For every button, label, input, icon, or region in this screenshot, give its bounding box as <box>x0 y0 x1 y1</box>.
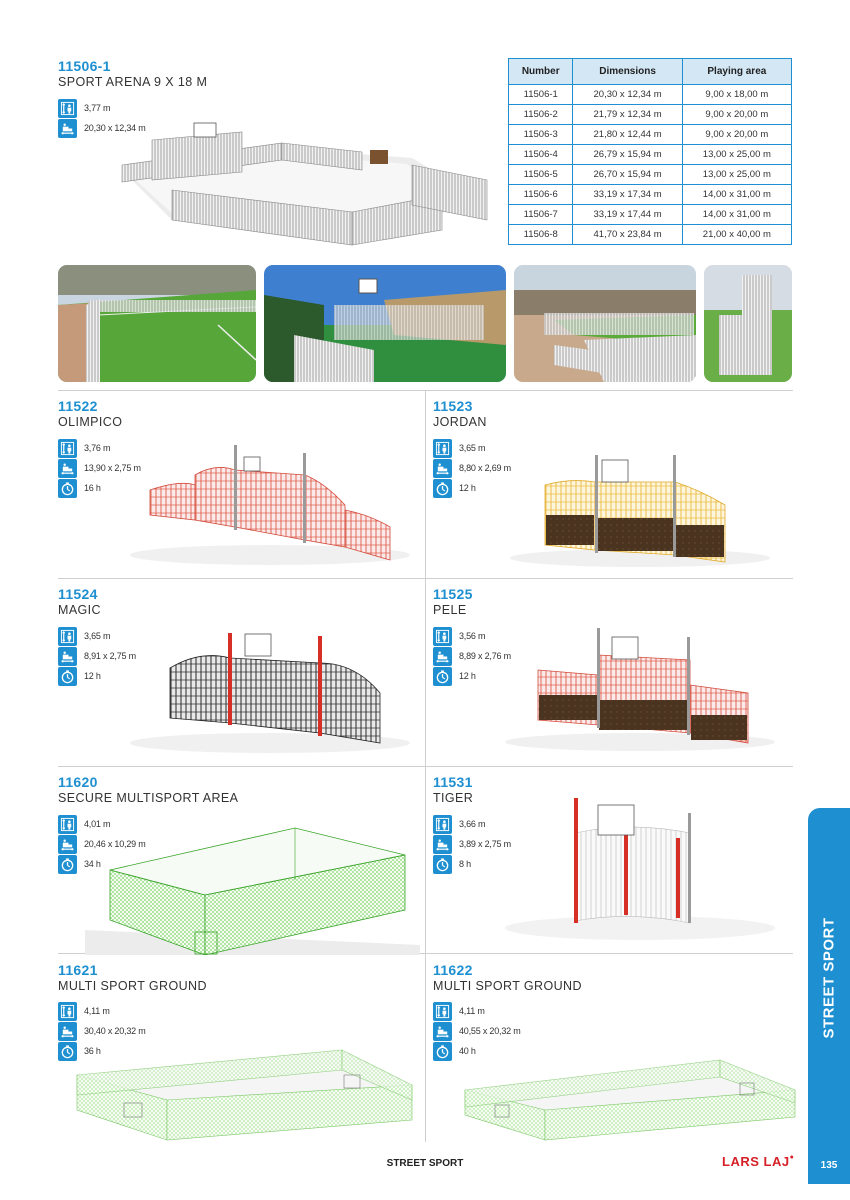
table-cell: 13,00 x 25,00 m <box>682 145 791 165</box>
footer-title: STREET SPORT <box>386 1158 464 1169</box>
spec-height-value: 4,11 m <box>84 1006 110 1016</box>
photo-arena-stadium <box>264 265 506 382</box>
table-cell: 9,00 x 20,00 m <box>682 105 791 125</box>
dimensions-table <box>508 58 792 245</box>
dimensions-icon <box>433 1022 452 1041</box>
installation-time-icon <box>58 667 77 686</box>
table-cell: 14,00 x 31,00 m <box>682 205 791 225</box>
spec-height-value: 4,11 m <box>459 1006 485 1016</box>
divider <box>425 390 426 1142</box>
spec-installation-time-value: 12 h <box>459 483 476 493</box>
table-cell: 26,70 x 15,94 m <box>573 165 682 185</box>
spec-list <box>433 1001 521 1061</box>
product-code: 11506-1 <box>58 58 111 74</box>
table-row <box>509 145 792 165</box>
product-name: MULTI SPORT GROUND <box>433 979 582 993</box>
spec-dimensions-value: 30,40 x 20,32 m <box>84 1026 146 1036</box>
table-cell: 11506-1 <box>509 85 573 105</box>
installation-time-icon <box>433 479 452 498</box>
spec-dimensions-value: 20,30 x 12,34 m <box>84 123 146 133</box>
dimensions-icon <box>433 835 452 854</box>
page-number: 135 <box>820 1160 838 1171</box>
product-name: JORDAN <box>433 415 487 429</box>
photo-arena-tower <box>704 265 792 382</box>
height-icon <box>58 1002 77 1021</box>
table-cell: 21,80 x 12,44 m <box>573 125 682 145</box>
product-code: 11622 <box>433 962 473 978</box>
product-code: 11620 <box>58 774 98 790</box>
height-icon <box>433 815 452 834</box>
installation-time-icon <box>58 479 77 498</box>
spec-dimensions-value: 8,80 x 2,69 m <box>459 463 511 473</box>
dimensions-icon <box>433 459 452 478</box>
table-row <box>509 205 792 225</box>
dimensions-icon <box>58 1022 77 1041</box>
product-name: SPORT ARENA 9 X 18 M <box>58 75 208 89</box>
spec-dimensions-value: 8,91 x 2,75 m <box>84 651 136 661</box>
spec-dimensions-value: 8,89 x 2,76 m <box>459 651 511 661</box>
table-cell: 11506-2 <box>509 105 573 125</box>
table-cell: 21,79 x 12,34 m <box>573 105 682 125</box>
olimpico-illustration <box>120 445 410 570</box>
spec-dimensions <box>58 1021 146 1041</box>
spec-installation-time-value: 12 h <box>84 671 101 681</box>
height-icon <box>433 1002 452 1021</box>
height-icon <box>58 439 77 458</box>
column-header-dimensions: Dimensions <box>573 59 682 85</box>
product-code: 11531 <box>433 774 473 790</box>
multi-sport-ground-11622-illustration <box>460 1055 800 1145</box>
table-cell: 26,79 x 15,94 m <box>573 145 682 165</box>
brand-logo <box>722 1154 794 1169</box>
column-header-playing-area: Playing area <box>682 59 791 85</box>
spec-dimensions-value: 13,90 x 2,75 m <box>84 463 141 473</box>
jordan-illustration <box>500 450 780 570</box>
spec-height-value: 3,76 m <box>84 443 111 453</box>
spec-dimensions <box>433 1021 521 1041</box>
installation-time-icon <box>58 855 77 874</box>
spec-installation-time-value: 34 h <box>84 859 101 869</box>
pele-illustration <box>500 625 785 755</box>
table-row <box>509 125 792 145</box>
secure-multisport-illustration <box>85 820 420 955</box>
table-header-row <box>509 59 792 85</box>
brand-logo-dot: ● <box>789 1154 795 1161</box>
spec-installation-time-value: 12 h <box>459 671 476 681</box>
table-cell: 20,30 x 12,34 m <box>573 85 682 105</box>
tiger-illustration <box>500 793 800 948</box>
table-row <box>509 105 792 125</box>
table-cell: 14,00 x 31,00 m <box>682 185 791 205</box>
table-cell: 33,19 x 17,44 m <box>573 205 682 225</box>
product-code: 11523 <box>433 398 473 414</box>
table-row <box>509 185 792 205</box>
product-name: MULTI SPORT GROUND <box>58 979 207 993</box>
dimensions-icon <box>58 459 77 478</box>
table-cell: 11506-6 <box>509 185 573 205</box>
installation-time-icon <box>433 667 452 686</box>
spec-height-value: 3,66 m <box>459 819 486 829</box>
column-header-number: Number <box>509 59 573 85</box>
installation-time-icon <box>433 855 452 874</box>
table-row <box>509 225 792 245</box>
table-cell: 21,00 x 40,00 m <box>682 225 791 245</box>
table-cell: 9,00 x 18,00 m <box>682 85 791 105</box>
spec-height-value: 3,77 m <box>84 103 111 113</box>
height-icon <box>58 99 77 118</box>
product-code: 11525 <box>433 586 473 602</box>
table-cell: 11506-4 <box>509 145 573 165</box>
spec-height-value: 3,65 m <box>459 443 486 453</box>
spec-height-value: 3,65 m <box>84 631 111 641</box>
dimensions-icon <box>58 647 77 666</box>
product-name: MAGIC <box>58 603 101 617</box>
table-cell: 33,19 x 17,34 m <box>573 185 682 205</box>
spec-height <box>433 1001 521 1021</box>
spec-height-value: 4,01 m <box>84 819 111 829</box>
product-name: TIGER <box>433 791 474 805</box>
height-icon <box>58 627 77 646</box>
magic-illustration <box>120 628 410 758</box>
dimensions-icon <box>58 835 77 854</box>
table-cell: 11506-3 <box>509 125 573 145</box>
spec-dimensions-value: 3,89 x 2,75 m <box>459 839 511 849</box>
spec-height <box>58 1001 146 1021</box>
photo-arena-park <box>514 265 696 382</box>
dimensions-icon <box>58 119 77 138</box>
height-icon <box>433 627 452 646</box>
spec-height-value: 3,56 m <box>459 631 486 641</box>
photo-arena-grass <box>58 265 256 382</box>
multi-sport-ground-11621-illustration <box>72 1045 417 1145</box>
section-side-label: STREET SPORT <box>820 917 838 1039</box>
spec-installation-time-value: 8 h <box>459 859 471 869</box>
spec-installation-time-value: 40 h <box>459 1046 476 1056</box>
spec-installation-time-value: 16 h <box>84 483 101 493</box>
installation-time-icon <box>433 1042 452 1061</box>
spec-dimensions-value: 40,55 x 20,32 m <box>459 1026 521 1036</box>
dimensions-icon <box>433 647 452 666</box>
product-code: 11621 <box>58 962 98 978</box>
height-icon <box>58 815 77 834</box>
spec-installation-time-value: 36 h <box>84 1046 101 1056</box>
product-name: OLIMPICO <box>58 415 123 429</box>
height-icon <box>433 439 452 458</box>
sport-arena-illustration <box>112 120 492 250</box>
spec-dimensions-value: 20,46 x 10,29 m <box>84 839 146 849</box>
table-cell: 11506-7 <box>509 205 573 225</box>
spec-height <box>58 98 146 118</box>
table-row <box>509 85 792 105</box>
product-code: 11522 <box>58 398 98 414</box>
product-name: SECURE MULTISPORT AREA <box>58 791 239 805</box>
product-name: PELE <box>433 603 467 617</box>
brand-logo-text: LARS LAJ <box>722 1154 790 1169</box>
table-cell: 13,00 x 25,00 m <box>682 165 791 185</box>
table-cell: 41,70 x 23,84 m <box>573 225 682 245</box>
table-cell: 11506-8 <box>509 225 573 245</box>
table-row <box>509 165 792 185</box>
table-cell: 11506-5 <box>509 165 573 185</box>
table-cell: 9,00 x 20,00 m <box>682 125 791 145</box>
product-code: 11524 <box>58 586 98 602</box>
